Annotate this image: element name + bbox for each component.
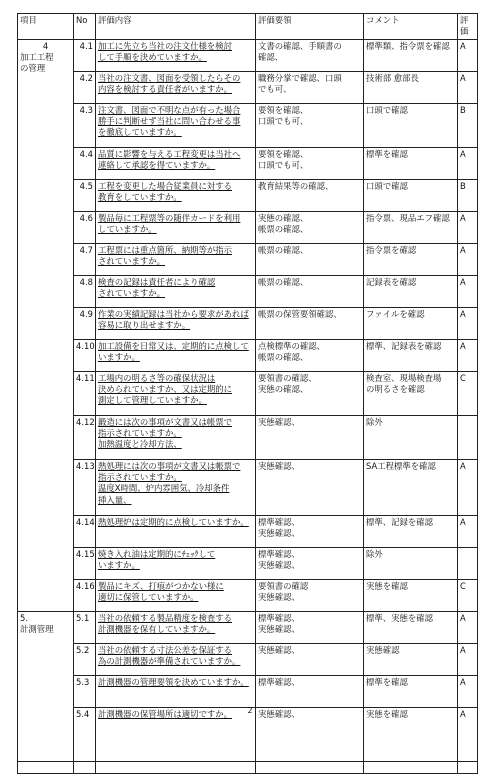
evaluation-content — [96, 371, 256, 415]
content-line: 工程を変更した場合従業員に対する — [98, 180, 232, 191]
method-line: 帳票の確認、 — [258, 244, 309, 255]
grade — [458, 547, 478, 579]
item-number: 4.5 — [74, 179, 96, 211]
content-line: 測定して管理していますか。 — [98, 395, 207, 406]
content-line: 加熱温度と冷却方法、 — [98, 439, 182, 450]
method-line: 帳票の確認、 — [258, 224, 309, 235]
empty-cell — [96, 761, 256, 773]
table-row — [18, 243, 478, 275]
evaluation-method — [256, 547, 364, 579]
header-no: No — [74, 14, 96, 40]
evaluation-content — [96, 243, 256, 275]
item-number: 4.14 — [74, 515, 96, 547]
empty-cell — [18, 761, 74, 773]
item-number: 4.13 — [74, 459, 96, 515]
section-number: 4 — [42, 40, 49, 51]
item-number: 4.12 — [74, 415, 96, 459]
evaluation-content — [96, 307, 256, 339]
method-line: 教育結果等の確認、 — [258, 180, 334, 191]
item-number: 5.3 — [74, 675, 96, 707]
header-comment: コメント — [364, 14, 458, 40]
content-line: 教育をしていますか。 — [98, 192, 182, 203]
method-line: 帳票の保管要領確認、 — [258, 308, 342, 319]
table-row — [18, 71, 478, 103]
table-row — [18, 179, 478, 211]
content-line: 工場内の明るさ等の確保状況は — [98, 372, 216, 383]
content-line: 挿入量、 — [98, 494, 132, 505]
evaluation-content — [96, 579, 256, 611]
item-number: 4.6 — [74, 211, 96, 243]
method-line: 実態確認、 — [258, 416, 300, 427]
header-method: 評価要領 — [256, 14, 364, 40]
item-number: 4.10 — [74, 339, 96, 371]
table-row — [18, 39, 478, 71]
evaluation-content — [96, 611, 256, 643]
method-line: 職務分掌で確認、口頭 — [258, 72, 342, 83]
table-row — [18, 339, 478, 371]
content-line: 品質に影響を与える工程変更は当社へ — [98, 148, 241, 159]
table-row — [18, 275, 478, 307]
content-line: 計測機器を保有していますか。 — [98, 624, 216, 635]
empty-cell — [256, 761, 364, 773]
empty-cell — [74, 761, 96, 773]
method-line: 実態確認、 — [258, 624, 300, 635]
content-line: 熱処理には次の事項が文書又は帳票で — [98, 460, 241, 471]
evaluation-method — [256, 675, 364, 707]
grade: A — [458, 611, 478, 643]
evaluation-method — [256, 579, 364, 611]
evaluation-method — [256, 243, 364, 275]
evaluation-content — [96, 103, 256, 147]
method-line: 実態の確認、 — [258, 212, 309, 223]
evaluation-content — [96, 459, 256, 515]
grade: A — [458, 643, 478, 675]
table-row — [18, 707, 478, 761]
content-line: 作業の実績記録は当社から要求があれば — [98, 308, 249, 319]
content-line: 当社の注文書、図面を受領したらその — [98, 72, 241, 83]
header-grade: 評価 — [458, 14, 478, 40]
content-line: 計測機器の管理要領を決めていますか。 — [98, 676, 249, 687]
table-row — [18, 307, 478, 339]
evaluation-method — [256, 643, 364, 675]
evaluation-content — [96, 147, 256, 179]
content-line: 為の計測機器が準備されていますか。 — [98, 656, 241, 667]
comment: 検査室、現場検査場 の明るさを確認 — [364, 371, 458, 415]
evaluation-method — [256, 71, 364, 103]
content-line: していますか。 — [98, 224, 157, 235]
comment: 標準を確認 — [364, 147, 458, 179]
item-number: 5.1 — [74, 611, 96, 643]
item-number: 4.9 — [74, 307, 96, 339]
table-row — [18, 579, 478, 611]
page-number: 2 — [247, 706, 253, 715]
comment: 標準類、指令票を確認 — [364, 39, 458, 71]
content-line: 計測機器の保管場所は適切ですか。 — [98, 708, 232, 719]
table-row — [18, 675, 478, 707]
table-row-empty — [18, 761, 478, 773]
method-line: でも可、 — [258, 84, 292, 95]
content-line: いますか。 — [98, 352, 140, 363]
content-line: 工程票には重点箇所、納期等が指示 — [98, 244, 232, 255]
table-row — [18, 515, 478, 547]
evaluation-method — [256, 515, 364, 547]
item-number: 4.7 — [74, 243, 96, 275]
method-line: 帳票の確認、 — [258, 352, 309, 363]
method-line: 帳票の確認、 — [258, 276, 309, 287]
content-line: 熱処理炉は定期的に点検していますか。 — [98, 516, 249, 527]
content-line: を徹底していますか。 — [98, 127, 182, 138]
item-number: 4.3 — [74, 103, 96, 147]
comment: 口頭で確認 — [364, 179, 458, 211]
item-number: 4.15 — [74, 547, 96, 579]
method-line: 実態確認、 — [258, 708, 300, 719]
grade: A — [458, 147, 478, 179]
comment: 標準、実態を確認 — [364, 611, 458, 643]
grade: A — [458, 515, 478, 547]
table-row — [18, 611, 478, 643]
method-line: 要領書の確認 — [258, 580, 309, 591]
item-number: 5.2 — [74, 643, 96, 675]
grade: A — [458, 71, 478, 103]
comment: 標準、記録表を確認 — [364, 339, 458, 371]
evaluation-content — [96, 179, 256, 211]
grade: A — [458, 211, 478, 243]
section-title: 計測管理 — [20, 624, 54, 635]
comment: 標準を確認 — [364, 675, 458, 707]
comment: SA工程標準を確認 — [364, 459, 458, 515]
method-line: 要領を確認、 — [258, 148, 309, 159]
evaluation-method — [256, 307, 364, 339]
evaluation-method — [256, 275, 364, 307]
item-number: 4.16 — [74, 579, 96, 611]
table-row — [18, 415, 478, 459]
item-number: 4.1 — [74, 39, 96, 71]
content-line: 当社の依頼する寸法公差を保証する — [98, 644, 232, 655]
comment: 記録表を確認 — [364, 275, 458, 307]
table-row — [18, 643, 478, 675]
content-line: 温度X時間、炉内雰囲気、冷却条件 — [98, 483, 230, 494]
comment: 口頭で確認 — [364, 103, 458, 147]
content-line: 鍛造には次の事項が文書又は帳票で — [98, 416, 232, 427]
method-line: 標準確認、 — [258, 612, 300, 623]
comment: 技術部 愈部長 — [364, 71, 458, 103]
table-body — [18, 39, 478, 773]
content-line: 製品にキズ、打痕がつかない様に — [98, 580, 224, 591]
evaluation-content — [96, 515, 256, 547]
content-line: 勝手に判断せず当社に問い合わせる事 — [98, 116, 241, 127]
evaluation-method — [256, 611, 364, 643]
grade — [458, 415, 478, 459]
evaluation-content — [96, 415, 256, 459]
comment: 除外 — [364, 415, 458, 459]
method-line: 実態の確認、 — [258, 384, 309, 395]
grade: A — [458, 39, 478, 71]
evaluation-method — [256, 371, 364, 415]
evaluation-content — [96, 547, 256, 579]
item-number: 4.2 — [74, 71, 96, 103]
method-line: 実態確認、 — [258, 560, 300, 571]
evaluation-method — [256, 179, 364, 211]
method-line: 実態確認、 — [258, 528, 300, 539]
grade: A — [458, 707, 478, 761]
method-line: 標準確認、 — [258, 516, 300, 527]
comment: 実態確認 — [364, 643, 458, 675]
comment: 指令票を確認 — [364, 243, 458, 275]
content-line: 容易に取り出せますか。 — [98, 320, 191, 331]
content-line: 焼き入れ油は定期的にﾁｪｯｸして — [98, 548, 216, 559]
content-line: いますか。 — [98, 560, 140, 571]
content-line: 検査の記録は責任者により確認 — [98, 276, 216, 287]
grade: A — [458, 675, 478, 707]
content-line: 内容を検討する責任者がいますか。 — [98, 84, 232, 95]
header-content: 評価内容 — [96, 14, 256, 40]
content-line: 指示されていますか。 — [98, 472, 182, 483]
method-line: 要領書の確認、 — [258, 372, 317, 383]
grade: C — [458, 371, 478, 415]
content-line: 当社の依頼する製品精度を検査する — [98, 612, 232, 623]
evaluation-content — [96, 339, 256, 371]
evaluation-method — [256, 707, 364, 761]
method-line: 点検標準の確認、 — [258, 340, 325, 351]
comment: 除外 — [364, 547, 458, 579]
item-number: 4.8 — [74, 275, 96, 307]
item-number: 4.11 — [74, 371, 96, 415]
table-row — [18, 547, 478, 579]
evaluation-method — [256, 211, 364, 243]
section-title: 加工工程 の管理 — [20, 52, 54, 74]
item-number: 5.4 — [74, 707, 96, 761]
header-row — [18, 14, 478, 40]
table-row — [18, 371, 478, 415]
content-line: して手順を決めていますか。 — [98, 52, 207, 63]
evaluation-content — [96, 211, 256, 243]
item-number: 4.4 — [74, 147, 96, 179]
method-line: 文書の確認、手順書の — [258, 40, 342, 51]
section-cell — [18, 611, 74, 761]
header-item: 項目 — [18, 14, 74, 40]
comment: 実態を確認 — [364, 579, 458, 611]
method-line: 確認、 — [258, 52, 284, 63]
comment: 実態を確認 — [364, 707, 458, 761]
grade: A — [458, 307, 478, 339]
content-line: 適切に保管していますか。 — [98, 592, 199, 603]
grade: B — [458, 103, 478, 147]
evaluation-content — [96, 707, 256, 761]
evaluation-method — [256, 103, 364, 147]
table-row — [18, 103, 478, 147]
evaluation-content — [96, 643, 256, 675]
method-line: 標準確認、 — [258, 548, 300, 559]
evaluation-content — [96, 675, 256, 707]
evaluation-method — [256, 459, 364, 515]
comment: 指令票、現品エフ確認 — [364, 211, 458, 243]
content-line: 決められていますか、又は定期的に — [98, 384, 232, 395]
grade: B — [458, 179, 478, 211]
table-row — [18, 147, 478, 179]
content-line: 加工設備を日常又は、定期的に点検して — [98, 340, 249, 351]
comment: ファイルを確認 — [364, 307, 458, 339]
grade: A — [458, 243, 478, 275]
method-line: 実態確認、 — [258, 460, 300, 471]
method-line: 要領を確認、 — [258, 104, 309, 115]
content-line: されていますか。 — [98, 256, 165, 267]
content-line: 注文書、図面で不明な点が有った場合 — [98, 104, 241, 115]
evaluation-method — [256, 39, 364, 71]
empty-cell — [364, 761, 458, 773]
section-cell — [18, 39, 74, 611]
grade: C — [458, 579, 478, 611]
evaluation-content — [96, 39, 256, 71]
content-line: 加工に先立ち当社の注文仕様を検討 — [98, 40, 232, 51]
method-line: 標準確認、 — [258, 676, 300, 687]
content-line: 指示されていますか。 — [98, 428, 182, 439]
table-row — [18, 211, 478, 243]
evaluation-content — [96, 275, 256, 307]
method-line: 実態確認、 — [258, 592, 300, 603]
grade: A — [458, 339, 478, 371]
method-line: 実態確認、 — [258, 644, 300, 655]
grade: A — [458, 459, 478, 515]
evaluation-method — [256, 415, 364, 459]
grade: A — [458, 275, 478, 307]
empty-cell — [458, 761, 478, 773]
evaluation-table — [17, 13, 478, 774]
content-line: 連絡して承認を得ていますか。 — [98, 160, 216, 171]
evaluation-method — [256, 339, 364, 371]
evaluation-method — [256, 147, 364, 179]
method-line: 口頭でも可、 — [258, 116, 309, 127]
evaluation-content — [96, 71, 256, 103]
section-number: 5. — [20, 612, 28, 623]
method-line: 口頭でも可、 — [258, 160, 309, 171]
content-line: 製品毎に工程票等の随伴カードを利用 — [98, 212, 241, 223]
table-row — [18, 459, 478, 515]
content-line: されていますか。 — [98, 288, 165, 299]
comment: 標準、記録を確認 — [364, 515, 458, 547]
